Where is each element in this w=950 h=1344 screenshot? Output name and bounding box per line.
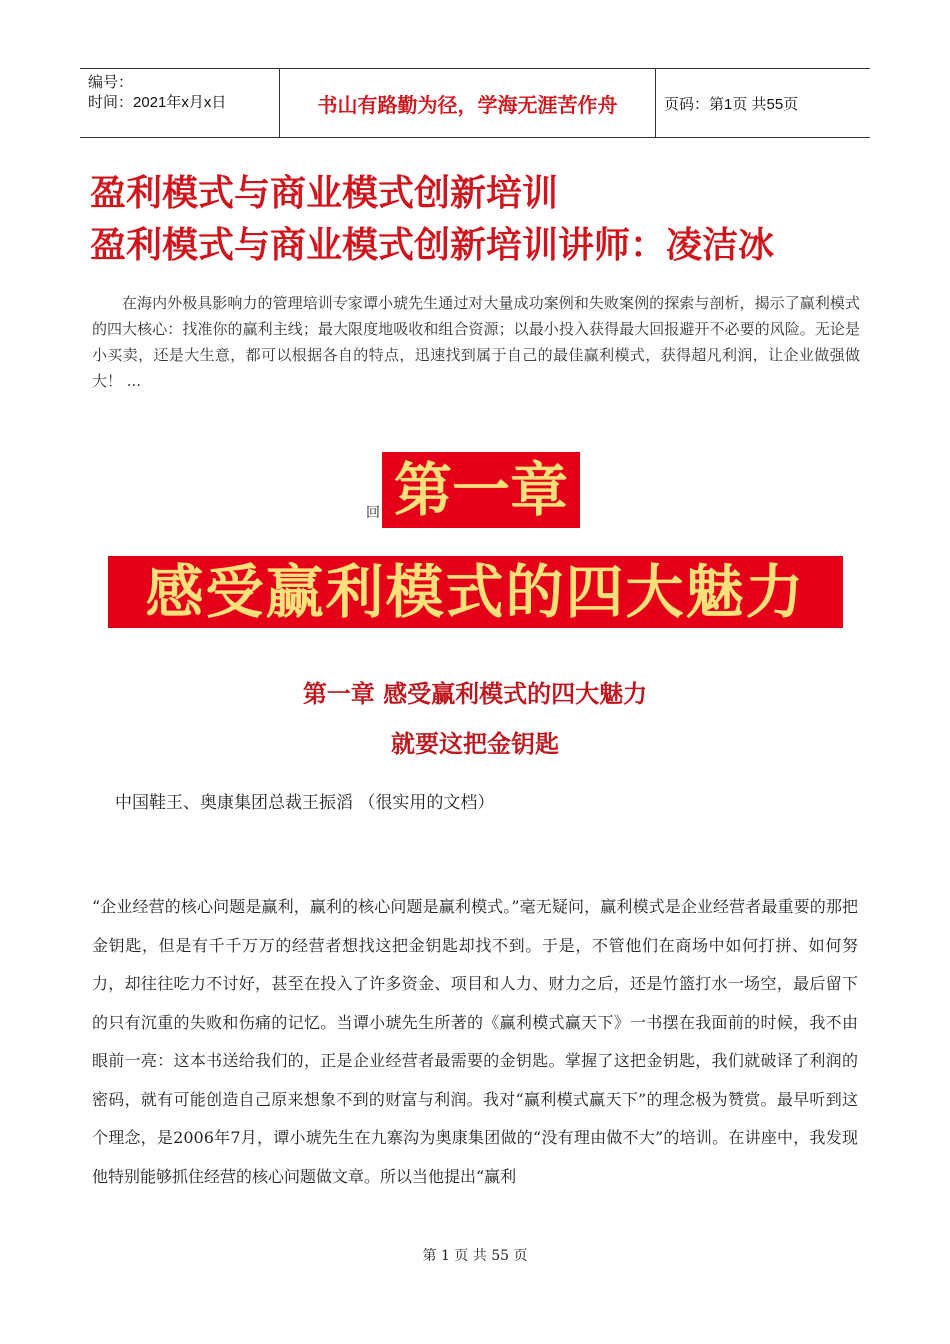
chapter-banner: 感受赢利模式的四大魅力: [108, 556, 843, 628]
document-header: [80, 68, 870, 138]
intro-paragraph: 在海内外极具影响力的管理培训专家谭小琥先生通过对大量成功案例和失败案例的探索与剖析，揭示了赢利模式的四大核心：找准你的赢利主线；最大限度地吸收和组合资源；以最小投入获得最大回报避开不必要的风险。无论是小买卖，还是大生意，都可以根据各自的特点，迅速找到属于自己的最佳赢利模式，获得超凡利润，让企业做强做大！ ...: [92, 294, 860, 390]
chapter-subtitle-2: 就要这把金钥匙: [391, 729, 559, 758]
main-title-line2: 盈利模式与商业模式创新培训讲师：凌洁冰: [90, 225, 775, 266]
return-icon: 回: [366, 505, 380, 521]
header-meta: [80, 69, 280, 137]
chapter-subtitle: 第一章 感受赢利模式的四大魅力: [302, 679, 648, 708]
time-label: 时间：2021年x月x日: [88, 94, 227, 111]
code-label: 编号：: [88, 74, 134, 91]
author-line: 中国鞋王、奥康集团总裁王振滔 （很实用的文档）: [115, 793, 495, 813]
page-footer: 第 1 页 共 55 页: [422, 1248, 528, 1264]
chapter-label: 第一章: [382, 452, 580, 528]
body-paragraph: “企业经营的核心问题是赢利，赢利的核心问题是赢利模式。”毫无疑问，赢利模式是企业经营者最重要的那把金钥匙，但是有千千万万的经营者想找这把金钥匙却找不到。于是，不管他们在商场中如何打拼、如何努力，却往往吃力不讨好，甚至在投入了许多资金、项目和人力、财力之后，还是竹篮打水一场空，最后留下的只有沉重的失败和伤痛的记忆。当谭小琥先生所著的《赢利模式赢天下》一书摆在我面前的时候，我不由眼前一亮：这本书送给我们的，正是企业经营者最需要的金钥匙。掌握了这把金钥匙，我们就破译了利润的密码，就有可能创造自己原来想象不到的财富与利润。我对“赢利模式赢天下”的理念极为赞赏。最早听到这个理念，是2006年7月，谭小琥先生在九寨沟为奥康集团做的“没有理由做不大”的培训。在讲座中，我发现他特别能够抓住经营的核心问题做文章。所以当他提出“赢利: [92, 897, 858, 1186]
main-title-line1: 盈利模式与商业模式创新培训: [90, 173, 559, 214]
header-motto: 书山有路勤为径，学海无涯苦作舟: [280, 69, 656, 137]
header-page-info: 页码：第1页 共55页: [664, 95, 799, 113]
